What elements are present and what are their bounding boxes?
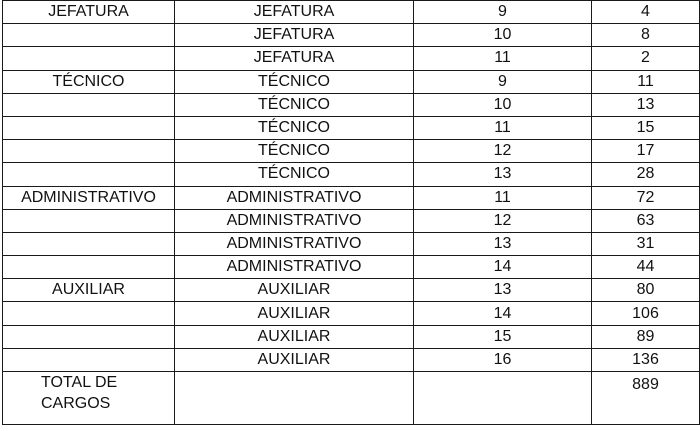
- grado-cell: 13: [414, 163, 592, 186]
- grado-cell: 14: [414, 256, 592, 279]
- cargos-cell: 8: [592, 24, 700, 47]
- grado-cell: 15: [414, 325, 592, 348]
- cargos-cell: 63: [592, 209, 700, 232]
- cargos-cell: 136: [592, 348, 700, 371]
- nivel-cell: [3, 256, 175, 279]
- table-row: [3, 302, 700, 325]
- total-empty-cell: [175, 372, 414, 425]
- nivel-cell: [3, 163, 175, 186]
- cargos-cell: 72: [592, 186, 700, 209]
- table-row: [3, 348, 700, 371]
- denominacion-cell: ADMINISTRATIVO: [175, 209, 414, 232]
- grado-cell: 12: [414, 209, 592, 232]
- denominacion-cell: AUXILIAR: [175, 279, 414, 302]
- nivel-cell: [3, 93, 175, 116]
- denominacion-cell: JEFATURA: [175, 1, 414, 24]
- denominacion-cell: JEFATURA: [175, 24, 414, 47]
- cargos-cell: 4: [592, 1, 700, 24]
- denominacion-cell: AUXILIAR: [175, 302, 414, 325]
- table-row: [3, 279, 700, 302]
- cargos-cell: 28: [592, 163, 700, 186]
- table-row: [3, 256, 700, 279]
- table-row: [3, 70, 700, 93]
- denominacion-cell: TÉCNICO: [175, 70, 414, 93]
- cargos-cell: 44: [592, 256, 700, 279]
- grado-cell: 10: [414, 24, 592, 47]
- table-row: [3, 209, 700, 232]
- cargos-cell: 11: [592, 70, 700, 93]
- table-row: [3, 325, 700, 348]
- denominacion-cell: TÉCNICO: [175, 93, 414, 116]
- nivel-cell: [3, 47, 175, 70]
- denominacion-cell: ADMINISTRATIVO: [175, 232, 414, 255]
- table-row: [3, 163, 700, 186]
- cargos-cell: 31: [592, 232, 700, 255]
- cargos-cell: 80: [592, 279, 700, 302]
- cargos-cell: 15: [592, 116, 700, 139]
- nivel-cell: [3, 348, 175, 371]
- grado-cell: 14: [414, 302, 592, 325]
- nivel-cell: [3, 116, 175, 139]
- grado-cell: 9: [414, 1, 592, 24]
- denominacion-cell: ADMINISTRATIVO: [175, 256, 414, 279]
- grado-cell: 16: [414, 348, 592, 371]
- table-row: [3, 47, 700, 70]
- nivel-cell: [3, 140, 175, 163]
- grado-cell: 13: [414, 232, 592, 255]
- nivel-cell: [3, 302, 175, 325]
- grado-cell: 13: [414, 279, 592, 302]
- cargos-cell: 13: [592, 93, 700, 116]
- denominacion-cell: TÉCNICO: [175, 116, 414, 139]
- nivel-cell: ADMINISTRATIVO: [3, 186, 175, 209]
- table-row: [3, 116, 700, 139]
- nivel-cell: [3, 209, 175, 232]
- denominacion-cell: ADMINISTRATIVO: [175, 186, 414, 209]
- grado-cell: 11: [414, 47, 592, 70]
- grado-cell: 11: [414, 116, 592, 139]
- nivel-cell: [3, 24, 175, 47]
- denominacion-cell: TÉCNICO: [175, 140, 414, 163]
- nivel-cell: [3, 232, 175, 255]
- grado-cell: 10: [414, 93, 592, 116]
- cargos-cell: 17: [592, 140, 700, 163]
- denominacion-cell: AUXILIAR: [175, 325, 414, 348]
- cargos-table: [2, 0, 700, 425]
- nivel-cell: AUXILIAR: [3, 279, 175, 302]
- denominacion-cell: JEFATURA: [175, 47, 414, 70]
- total-row: [3, 372, 700, 425]
- table-row: [3, 232, 700, 255]
- cargos-cell: 106: [592, 302, 700, 325]
- grado-cell: 12: [414, 140, 592, 163]
- nivel-cell: JEFATURA: [3, 1, 175, 24]
- total-label: TOTAL DE CARGOS: [3, 372, 175, 425]
- cargos-cell: 89: [592, 325, 700, 348]
- total-empty-cell: [414, 372, 592, 425]
- table-row: [3, 93, 700, 116]
- table-row: [3, 140, 700, 163]
- nivel-cell: [3, 325, 175, 348]
- cargos-table-body: [3, 1, 700, 425]
- denominacion-cell: AUXILIAR: [175, 348, 414, 371]
- cargos-cell: 2: [592, 47, 700, 70]
- total-value: 889: [592, 372, 700, 425]
- grado-cell: 11: [414, 186, 592, 209]
- table-row: [3, 186, 700, 209]
- grado-cell: 9: [414, 70, 592, 93]
- nivel-cell: TÉCNICO: [3, 70, 175, 93]
- table-row: [3, 1, 700, 24]
- table-row: [3, 24, 700, 47]
- denominacion-cell: TÉCNICO: [175, 163, 414, 186]
